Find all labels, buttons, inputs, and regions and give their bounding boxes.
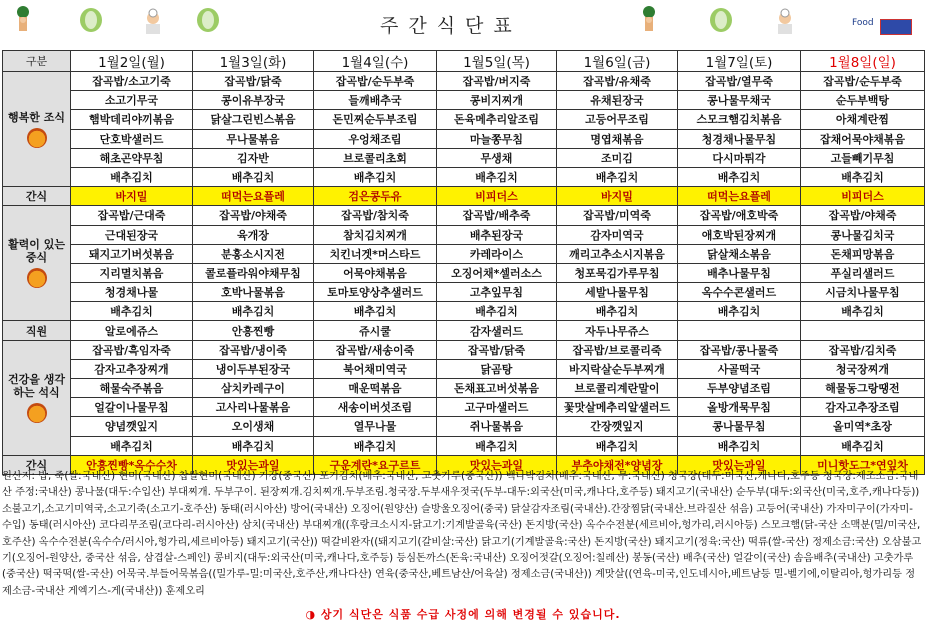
menu-item: 배추김치 [314,167,437,186]
menu-item: 옥수수콘샐러드 [678,283,801,302]
menu-item: 세발나물무침 [557,283,678,302]
menu-item: 청경채나물무침 [678,129,801,148]
snack-evening-label: 간식 [3,455,71,474]
menu-item: 삼치카레구이 [193,379,314,398]
menu-item: 닭살그린빈스볶음 [193,110,314,129]
staff-snack-item [801,321,925,340]
menu-item: 꽃맛살메추리알샐러드 [557,398,678,417]
menu-item: 시금치나물무침 [801,283,925,302]
staff-snack-item: 감자샐러드 [437,321,557,340]
menu-item: 배추김치 [71,302,193,321]
origin-notes: 원산지: 밥, 죽(쌀:국내산) 현미(국내산) 찹쌀현미(국내산) 기장(중국산) 포기김치(배추:국내산, 고춧가루(중국산)) 백나박김치(배추:국내산, 무:국내산) 청국장(대두:미국산,캐나다,호주등 청국장:제조소금:국내산 주정:국내산) 콩나물(대두:수입산) 부대찌개. 두부구이. 된장찌개.김치찌개.두부조림.청국장.두부새우젓국(두부-대두:외국산(미국,캐나다,호주등) 돼지고기(국내산) 순두부(대두:외국산(미국,호주,캐나다등)) 소불고기,소고기미역국,소고기죽(소고기-호주산) 동태(러시아산) 방어(국내산) 오징어(원양산) 슬방울오징어(중국) 닭살감자조림(국내산).간장찜닭(국내산.브라질산 섞음) 고등어(국내산) 가자미구이(가자미-수입) 동태(러시아산) 코다리무조림(코다리-러시아산) 삼치(국내산) 부대찌개((후랑크소시지-닭고기:기계발골육(국산) 돈지방(국산) 옥수수전분(세르비아,헝가리,러시아등) 스모크햄(닭-국산 소맥분(밀/미국산,호주산) 옥수수전분(옥수수/러시아,헝가리,세르비아등) 돼지고기(국산)) 떡갈비완자((돼지고기(갈비살:국산) 닭고기(기계발골육:국산) 돈지방(국산) 돼지고기(정육:국산) 떡류(쌀-국산) 정제소금:국산) 오삼불고기(오징어-원양산, 중국산 섞음, 삼겹살-스페인) 콩비지(대두:외국산(미국,캐나다,호주등) 등심돈까스(돈육:국내산) 오징어젓갈(오징어:칠레산) 봉동(국산) 배추(국산) 얼갈이(국산) 솜음배추(국내산) 고춧가루(중국산) 떡국떡(쌀-국산) 어묵국.부들어묵볶음((밀가루-밀:미국산,호주산,캐나다산) 연육(중국산,베트남산/어육살) 정제소금(국내산)) 계맛살((연육-미국,인도네시아,베트남등 밀-벨기에,이탈리아,헝가리등 정제소금-국내산 게엑기스-게(국내산)) 훈제오리 [2,471,922,597]
snack-morning-item: 비피더스 [801,187,925,206]
menu-item: 잡곡밥/애호박죽 [678,206,801,225]
brand-logo: Food [852,18,874,28]
menu-item: 냉이두부된장국 [193,359,314,378]
menu-item: 잡곡밥/새송이죽 [314,340,437,359]
lettuce-icon [78,4,104,34]
chef-mascot-icon [27,268,47,288]
day-header: 1월7일(토) [678,51,801,72]
menu-item: 잡곡밥/순두부죽 [801,72,925,91]
menu-item: 배추김치 [801,167,925,186]
menu-item: 바지락살순두부찌개 [557,359,678,378]
menu-item: 잡곡밥/참치죽 [314,206,437,225]
menu-item: 깨리고추소시지볶음 [557,244,678,263]
menu-item: 양념깻잎지 [71,417,193,436]
menu-item: 잡곡밥/야채죽 [801,206,925,225]
menu-item: 열무나물 [314,417,437,436]
snack-morning-row [3,187,925,206]
menu-item: 매운떡볶음 [314,379,437,398]
breakfast-label-text: 행복한 조식 [8,110,65,124]
menu-item: 단호박샐러드 [71,129,193,148]
menu-item: 배추김치 [71,167,193,186]
dinner-row [3,417,925,436]
snack-evening-item: 안흥찐빵*옥수수차 [71,455,193,474]
menu-item: 잡곡밥/김치죽 [801,340,925,359]
snack-evening-item: 맛있는과일 [678,455,801,474]
menu-item: 유채된장국 [557,91,678,110]
menu-item: 다시마튀각 [678,148,801,167]
menu-item: 감자고추장조림 [801,398,925,417]
menu-item: 분홍소시지전 [193,244,314,263]
menu-item: 조미김 [557,148,678,167]
staff-snack-item: 자두나무쥬스 [557,321,678,340]
dinner-row [3,379,925,398]
menu-item: 배추김치 [437,167,557,186]
category-header: 구분 [3,51,71,72]
day-header: 1월5일(목) [437,51,557,72]
lunch-row [3,302,925,321]
menu-item: 잡곡밥/유채죽 [557,72,678,91]
chef-mascot-icon [27,403,47,423]
snack-morning-item: 떠먹는요플레 [678,187,801,206]
snack-morning-item: 바지밀 [557,187,678,206]
lettuce-icon [708,4,734,34]
snack-morning-item: 떠먹는요플레 [193,187,314,206]
change-warning: ◑ 상기 식단은 식품 수급 사정에 의해 변경될 수 있습니다. [305,608,621,621]
lunch-row [3,206,925,225]
day-header: 1월4일(수) [314,51,437,72]
chef-icon [772,8,798,38]
menu-item: 육개장 [193,225,314,244]
chef-mascot-icon [27,128,47,148]
menu-item: 잡곡밥/브로콜리죽 [557,340,678,359]
menu-item: 감자미역국 [557,225,678,244]
breakfast-row [3,72,925,91]
menu-item: 들깨배추국 [314,91,437,110]
menu-item: 마늘쫑무침 [437,129,557,148]
menu-item: 잡곡밥/소고기죽 [71,72,193,91]
menu-item: 근대된장국 [71,225,193,244]
lunch-row [3,283,925,302]
menu-item: 푸실리샐러드 [801,263,925,282]
dinner-row [3,436,925,455]
menu-item: 두부양념조림 [678,379,801,398]
breakfast-row [3,91,925,110]
day-header-sunday: 1월8일(일) [801,51,925,72]
menu-item: 콩이유부장국 [193,91,314,110]
snack-morning-item: 비피더스 [437,187,557,206]
lunch-label [3,206,71,321]
chef-icon [140,8,166,38]
header [0,0,926,50]
brand-logo-mark [880,19,912,35]
menu-item: 해물동그랑땡전 [801,379,925,398]
menu-item: 순두부백탕 [801,91,925,110]
menu-item: 잡곡밥/닭죽 [193,72,314,91]
menu-item: 북어채미역국 [314,359,437,378]
menu-item: 잡곡밥/미역죽 [557,206,678,225]
menu-item: 배추김치 [557,167,678,186]
menu-item: 잡곡밥/근대죽 [71,206,193,225]
staff-snack-item: 쥬시쿨 [314,321,437,340]
staff-snack-item [678,321,801,340]
menu-item: 간장깻잎지 [557,417,678,436]
menu-item: 오이생채 [193,417,314,436]
menu-item: 햄박데리야끼볶음 [71,110,193,129]
breakfast-row [3,129,925,148]
dinner-row [3,398,925,417]
menu-item: 청국장찌개 [801,359,925,378]
day-header-row [3,51,925,72]
menu-item: 무나물볶음 [193,129,314,148]
menu-item: 소고기무국 [71,91,193,110]
menu-item: 콩비지찌개 [437,91,557,110]
dinner-label [3,340,71,455]
menu-item: 잡곡밥/열무죽 [678,72,801,91]
menu-item: 감자고추장찌개 [71,359,193,378]
menu-item: 잡곡밥/냉이죽 [193,340,314,359]
snack-evening-item: 미니핫도그*연잎차 [801,455,925,474]
menu-item: 김자반 [193,148,314,167]
menu-item: 잡곡밥/닭죽 [437,340,557,359]
menu-item: 새송이버섯조림 [314,398,437,417]
menu-item: 고구마샐러드 [437,398,557,417]
staff-snack-item: 안흥찐빵 [193,321,314,340]
menu-item: 얼갈이나물무침 [71,398,193,417]
menu-item: 고추잎무침 [437,283,557,302]
menu-item: 잡채어묵야채볶음 [801,129,925,148]
menu-item: 배추김치 [314,436,437,455]
breakfast-row [3,110,925,129]
lettuce-icon [195,4,221,34]
menu-item: 배추김치 [314,302,437,321]
page-title: 주간식단표 [380,15,522,37]
menu-item: 오징어채*셀러소스 [437,263,557,282]
menu-item: 배추김치 [678,436,801,455]
menu-item: 명엽채볶음 [557,129,678,148]
menu-item: 콩나물무채국 [678,91,801,110]
chef-icon [636,4,662,34]
staff-snack-label: 직원 [3,321,71,340]
chef-icon [10,4,36,34]
menu-item: 배추김치 [437,436,557,455]
menu-item: 배추김치 [71,436,193,455]
breakfast-row [3,167,925,186]
menu-item: 해초곤약무침 [71,148,193,167]
menu-item: 올미역*초장 [801,417,925,436]
menu-item: 콩나물무침 [678,417,801,436]
menu-item: 콩나물김치국 [801,225,925,244]
menu-item: 고사리나물볶음 [193,398,314,417]
menu-item: 청포묵김가루무침 [557,263,678,282]
menu-item: 어묵야채볶음 [314,263,437,282]
snack-evening-item: 부추야채전*양념장 [557,455,678,474]
menu-item: 배추나물무침 [678,263,801,282]
menu-item: 돼지고기버섯볶음 [71,244,193,263]
menu-item: 잡곡밥/콩나물죽 [678,340,801,359]
menu-item: 배추김치 [557,302,678,321]
menu-item: 돈민찌순두부조림 [314,110,437,129]
menu-item: 브로콜리계란말이 [557,379,678,398]
menu-item: 무생채 [437,148,557,167]
menu-item: 잡곡밥/흑임자죽 [71,340,193,359]
menu-item: 닭곰탕 [437,359,557,378]
staff-snack-item: 알로에쥬스 [71,321,193,340]
menu-item: 해물숙주볶음 [71,379,193,398]
menu-item: 콜로플라워야채무침 [193,263,314,282]
menu-item: 참치김치찌개 [314,225,437,244]
menu-item: 우엉채조림 [314,129,437,148]
menu-item: 애호박된장찌개 [678,225,801,244]
menu-item: 잡곡밥/배추죽 [437,206,557,225]
menu-item: 사골떡국 [678,359,801,378]
dinner-label-text: 건강을 생각하는 석식 [8,372,65,399]
menu-item: 배추김치 [437,302,557,321]
menu-item: 배추김치 [801,302,925,321]
menu-item: 토마토양상추샐러드 [314,283,437,302]
menu-item: 배추김치 [678,167,801,186]
dinner-row [3,340,925,359]
menu-item: 배추김치 [193,302,314,321]
menu-item: 카레라이스 [437,244,557,263]
lunch-row [3,263,925,282]
menu-item: 배추김치 [801,436,925,455]
menu-item: 배추김치 [193,436,314,455]
lunch-label-text: 활력이 있는 중식 [8,238,65,265]
menu-item: 브로콜리초회 [314,148,437,167]
staff-snack-row [3,321,925,340]
lunch-row [3,244,925,263]
menu-item: 잡곡밥/순두부죽 [314,72,437,91]
menu-item: 호박나물볶음 [193,283,314,302]
snack-morning-label: 간식 [3,187,71,206]
dinner-row [3,359,925,378]
lunch-row [3,225,925,244]
day-header: 1월6일(금) [557,51,678,72]
menu-item: 고등어무조림 [557,110,678,129]
menu-item: 배추김치 [193,167,314,186]
snack-evening-item: 구운계란*요구르트 [314,455,437,474]
menu-item: 치킨너겟*머스타드 [314,244,437,263]
day-header: 1월2일(월) [71,51,193,72]
breakfast-row [3,148,925,167]
menu-item: 지리멸치볶음 [71,263,193,282]
menu-item: 아채계란찜 [801,110,925,129]
menu-item: 스모크햄김치볶음 [678,110,801,129]
snack-morning-item: 검은콩두유 [314,187,437,206]
menu-item: 올방개묵무침 [678,398,801,417]
day-header: 1월3일(화) [193,51,314,72]
menu-item: 배추김치 [557,436,678,455]
snack-morning-item: 바지밀 [71,187,193,206]
menu-item: 청경채나물 [71,283,193,302]
menu-item: 배추된장국 [437,225,557,244]
weekly-menu-table [2,50,925,475]
menu-item: 잡곡밥/버지죽 [437,72,557,91]
snack-evening-item: 맛있는과일 [193,455,314,474]
menu-item: 닭살채소볶음 [678,244,801,263]
menu-item: 잡곡밥/야채죽 [193,206,314,225]
menu-item: 돈육메추리알조림 [437,110,557,129]
menu-item: 쥐나물볶음 [437,417,557,436]
menu-item: 돈채피망볶음 [801,244,925,263]
menu-item: 배추김치 [678,302,801,321]
menu-item: 고들빼기무침 [801,148,925,167]
menu-item: 돈채표고버섯볶음 [437,379,557,398]
breakfast-label [3,72,71,187]
snack-evening-item: 맛있는과일 [437,455,557,474]
